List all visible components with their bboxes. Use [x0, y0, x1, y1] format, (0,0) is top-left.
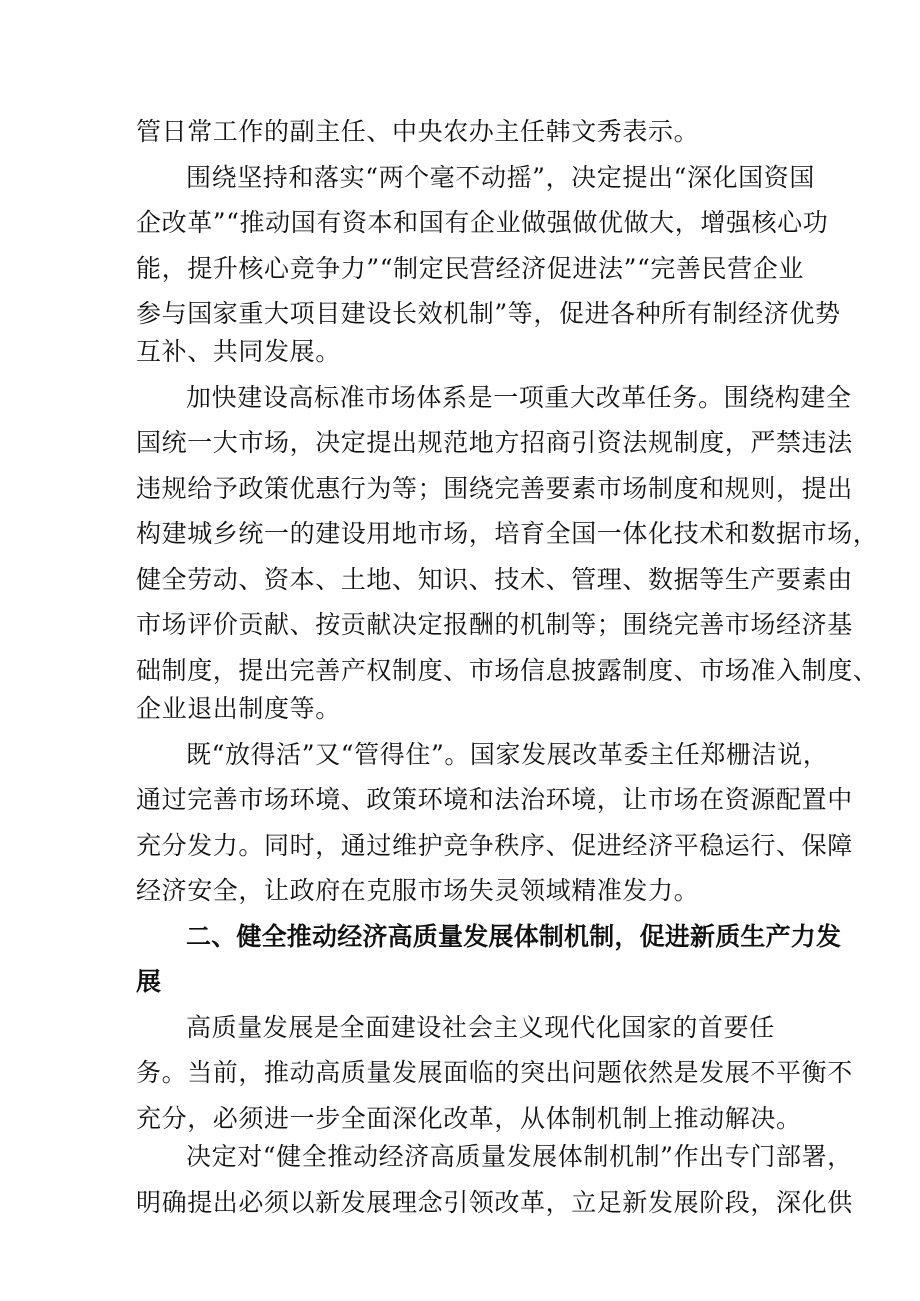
- text-line: 明确提出必须以新发展理念引领改革，立足新发展阶段，深化供: [136, 1188, 853, 1217]
- text-line: 础制度，提出完善产权制度、市场信息披露制度、市场准入制度、: [136, 656, 879, 685]
- text-line: 国统一大市场，决定提出规范地方招商引资法规制度，严禁违法: [136, 428, 853, 457]
- section-heading: 二、健全推动经济高质量发展体制机制，促进新质生产力发: [186, 922, 842, 951]
- text-line: 能，提升核心竞争力”“制定民营经济促进法”“完善民营企业: [136, 254, 804, 283]
- text-line: 健全劳动、资本、土地、知识、技术、管理、数据等生产要素由: [136, 565, 853, 594]
- text-line: 构建城乡统一的建设用地市场，培育全国一体化技术和数据市场，: [136, 519, 879, 548]
- text-line: 充分发力。同时，通过维护竞争秩序、促进经济平稳运行、保障: [136, 831, 853, 860]
- text-line: 加快建设高标准市场体系是一项重大改革任务。围绕构建全: [186, 383, 852, 412]
- text-line: 互补、共同发展。: [136, 337, 341, 366]
- text-line: 管日常工作的副主任、中央农办主任韩文秀表示。: [136, 117, 700, 146]
- text-line: 经济安全，让政府在克服市场失灵领域精准发力。: [136, 876, 700, 905]
- text-line: 围绕坚持和落实“两个毫不动摇”，决定提出“深化国资国: [186, 163, 815, 192]
- text-line: 企业退出制度等。: [136, 694, 341, 723]
- text-line: 违规给予政策优惠行为等；围绕完善要素市场制度和规则，提出: [136, 474, 853, 503]
- text-line: 既“放得活”又“管得住”。国家发展改革委主任郑栅洁说，: [186, 740, 829, 769]
- text-line: 通过完善市场环境、政策环境和法治环境，让市场在资源配置中: [136, 785, 853, 814]
- section-heading: 展: [136, 967, 162, 996]
- text-line: 市场评价贡献、按贡献决定报酬的机制等；围绕完善市场经济基: [136, 610, 853, 639]
- text-line: 充分，必须进一步全面深化改革，从体制机制上推动解决。: [136, 1104, 802, 1133]
- text-line: 高质量发展是全面建设社会主义现代化国家的首要任: [186, 1013, 775, 1042]
- text-line: 企改革”“推动国有资本和国有企业做强做优做大，增强核心功: [136, 208, 829, 237]
- text-line: 务。当前，推动高质量发展面临的突出问题依然是发展不平衡不: [136, 1058, 853, 1087]
- text-line: 参与国家重大项目建设长效机制”等，促进各种所有制经济优势: [136, 299, 841, 328]
- text-line: 决定对“健全推动经济高质量发展体制机制”作出专门部署，: [186, 1142, 853, 1171]
